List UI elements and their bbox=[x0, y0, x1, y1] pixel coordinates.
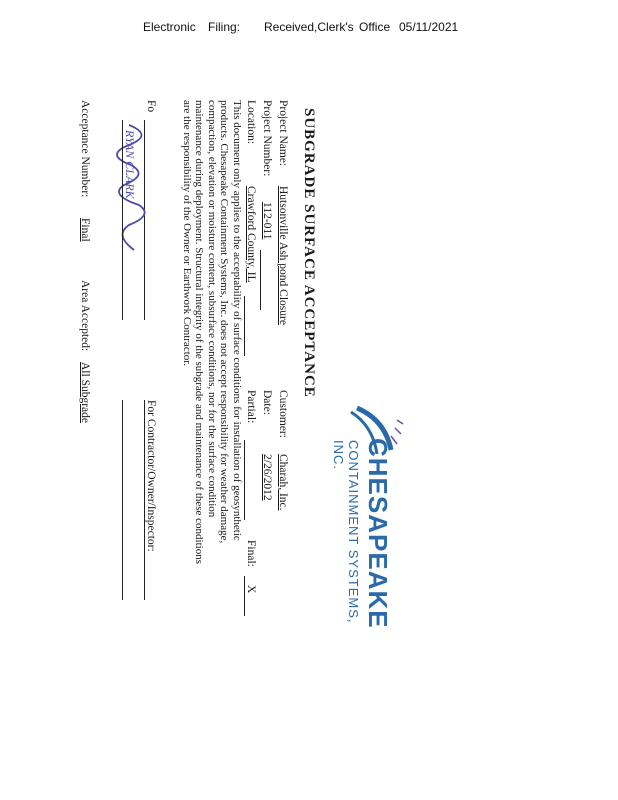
document-title: SUBGRADE SURFACE ACCEPTANCE bbox=[301, 108, 317, 398]
logo-tagline: CONTAINMENT SYSTEMS, INC. bbox=[331, 440, 361, 624]
project-name-value: Hutsonville Ash pond Closure bbox=[277, 186, 289, 325]
header-word-electronic: Electronic bbox=[143, 20, 196, 34]
location-value: Crawford County, IL bbox=[245, 186, 257, 283]
header-word-filing: Filing: bbox=[208, 20, 241, 34]
final-mark: X bbox=[245, 585, 257, 594]
partial-label: Partial: bbox=[245, 390, 257, 424]
partial-underline bbox=[244, 440, 245, 520]
date-label: Date: bbox=[261, 390, 273, 415]
acceptance-number-label: Acceptance Number: bbox=[79, 100, 91, 198]
date-value: 2/26/2012 bbox=[261, 454, 273, 501]
for-company-label: Fo bbox=[145, 100, 157, 113]
rotated-document-page bbox=[0, 100, 395, 640]
for-contractor-label: For Contractor/Owner/Inspector: bbox=[145, 400, 157, 552]
final-label: Final: bbox=[245, 540, 257, 567]
project-number-label: Project Number: bbox=[261, 100, 273, 177]
header-word-office: Office bbox=[359, 20, 391, 34]
contractor-signature-line bbox=[144, 400, 145, 600]
customer-value: Charah, Inc. bbox=[277, 454, 289, 511]
location-underline bbox=[244, 296, 245, 356]
project-name-label: Project Name: bbox=[277, 100, 289, 167]
acceptance-number-value: Final bbox=[79, 218, 91, 242]
disclaimer-paragraph: This document only applies to the acceptability of surface conditions for installation of geosynthetic products. Chesapeake Containment Systems, Inc. does not accept responsibility for weather damage, compaction, elevation or moisture content, subsurface conditions, nor for the surface condition maintenance during deployment. Structural integrity of the subgrade and maintenance of these conditions are the responsibility of the Owner or Earthwork Contractor. bbox=[181, 100, 243, 564]
customer-label: Customer: bbox=[277, 390, 289, 438]
final-underline bbox=[244, 576, 245, 616]
project-number-value: 112-011 bbox=[261, 202, 273, 240]
area-accepted-label: Area Accepted: bbox=[79, 280, 91, 352]
header-date: 05/11/2021 bbox=[399, 20, 459, 34]
header-word-received: Received,Clerk's bbox=[264, 20, 354, 34]
location-label: Location: bbox=[245, 100, 257, 145]
area-accepted-value: All Subgrade bbox=[79, 362, 91, 424]
project-number-underline bbox=[260, 250, 261, 310]
company-logo bbox=[331, 400, 405, 640]
contractor-name-line bbox=[122, 400, 123, 600]
printed-name: RYAN CLARK bbox=[123, 130, 137, 199]
logo-wordmark: CHESAPEAKE bbox=[363, 438, 393, 629]
filing-stamp-header bbox=[0, 20, 618, 36]
